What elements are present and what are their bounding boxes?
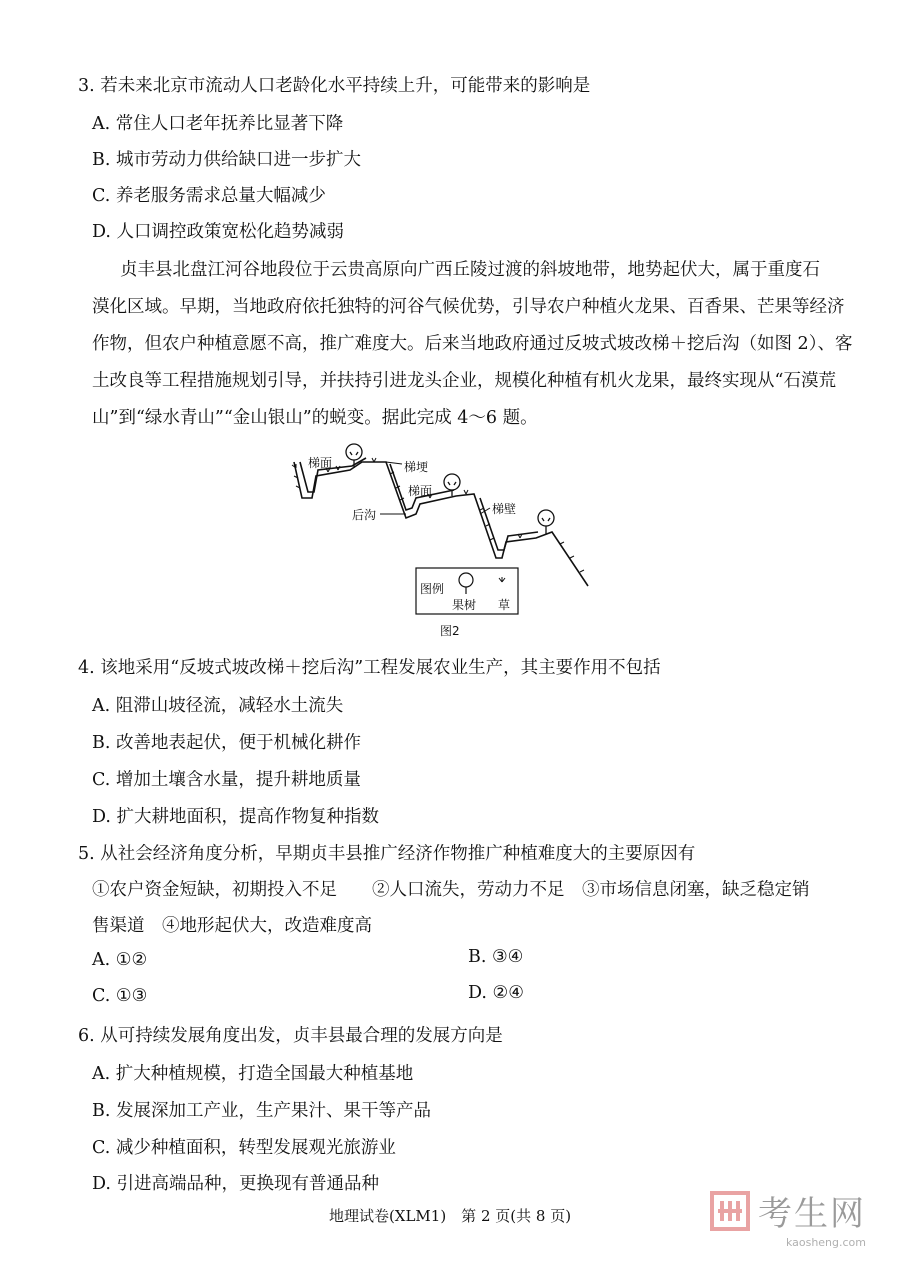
legend-tree-label: 果树 — [452, 598, 477, 612]
legend-tree-icon — [459, 573, 473, 594]
q5-option-b: B. ③④ — [468, 947, 524, 967]
label-terrace-ridge: 梯埂 — [404, 460, 429, 474]
grass-marks — [292, 458, 584, 572]
passage-line-3: 作物，但农户种植意愿不高，推广难度大。后来当地政府通过反坡式坡改梯＋挖后沟（如图 2）、客 — [92, 334, 853, 354]
q4-option-b: B. 改善地表起伏，便于机械化耕作 — [92, 733, 361, 753]
label-terrace-surface-1: 梯面 — [308, 456, 333, 470]
q6-option-d: D. 引进高端品种，更换现有普通品种 — [92, 1174, 380, 1194]
q6-option-a: A. 扩大种植规模，打造全国最大种植基地 — [92, 1064, 414, 1084]
q6-stem: 6. 从可持续发展角度出发，贞丰县最合理的发展方向是 — [78, 1026, 503, 1046]
watermark-subtext: kaosheng.com — [785, 1236, 866, 1249]
legend-grass-icon — [499, 577, 505, 582]
page-footer: 地理试卷(XLM1) 第 2 页(共 8 页) — [328, 1207, 572, 1225]
passage-line-4: 土改良等工程措施规划引导，并扶持引进龙头企业，规模化种植有机火龙果，最终实现从“石漠荒 — [92, 371, 836, 391]
q5-items-line-1: ①农户资金短缺，初期投入不足 ②人口流失，劳动力不足 ③市场信息闭塞，缺乏稳定销 — [92, 880, 810, 900]
terrace-diagram — [290, 440, 610, 640]
passage-line-1: 贞丰县北盘江河谷地段位于云贵高原向广西丘陵过渡的斜坡地带，地势起伏大，属于重度石 — [120, 260, 820, 280]
q6-option-c: C. 减少种植面积，转型发展观光旅游业 — [92, 1138, 396, 1158]
label-back-ditch: 后沟 — [352, 508, 377, 522]
q3-option-a: A. 常住人口老年抚养比显著下降 — [92, 114, 344, 134]
fruit-tree-icons — [346, 444, 554, 534]
q5-option-a: A. ①② — [92, 950, 148, 970]
q4-option-c: C. 增加土壤含水量，提升耕地质量 — [92, 770, 361, 790]
q5-stem: 5. 从社会经济角度分析，早期贞丰县推广经济作物推广种植难度大的主要原因有 — [78, 844, 696, 864]
q5-option-d: D. ②④ — [468, 983, 524, 1003]
passage-line-5: 山”到“绿水青山”“金山银山”的蜕变。据此完成 4～6 题。 — [92, 408, 538, 428]
q5-items-line-2: 售渠道 ④地形起伏大，改造难度高 — [92, 916, 372, 936]
watermark-text: 考生网 — [758, 1194, 866, 1234]
q5-option-c: C. ①③ — [92, 986, 148, 1006]
label-terrace-wall: 梯壁 — [492, 502, 517, 516]
q4-stem: 4. 该地采用“反坡式坡改梯＋挖后沟”工程发展农业生产，其主要作用不包括 — [78, 658, 661, 678]
passage-line-2: 漠化区域。早期，当地政府依托独特的河谷气候优势，引导农户种植火龙果、百香果、芒果等经济 — [92, 297, 845, 317]
q3-option-b: B. 城市劳动力供给缺口进一步扩大 — [92, 150, 361, 170]
watermark-logo-icon — [708, 1189, 752, 1233]
q4-option-d: D. 扩大耕地面积，提高作物复种指数 — [92, 807, 380, 827]
terrace-profile — [294, 458, 588, 586]
q3-option-c: C. 养老服务需求总量大幅减少 — [92, 186, 326, 206]
watermark — [708, 1186, 866, 1249]
q4-option-a: A. 阻滞山坡径流，减轻水土流失 — [92, 696, 344, 716]
legend-grass-label: 草 — [498, 598, 511, 612]
label-terrace-surface-2: 梯面 — [408, 484, 433, 498]
q3-stem: 3. 若未来北京市流动人口老龄化水平持续上升，可能带来的影响是 — [78, 76, 591, 96]
figure-caption: 图2 — [440, 624, 460, 638]
q6-option-b: B. 发展深加工产业，生产果汁、果干等产品 — [92, 1101, 431, 1121]
terrace-diagram-svg — [290, 440, 610, 640]
legend-title: 图例 — [420, 582, 445, 596]
q3-option-d: D. 人口调控政策宽松化趋势减弱 — [92, 222, 345, 242]
